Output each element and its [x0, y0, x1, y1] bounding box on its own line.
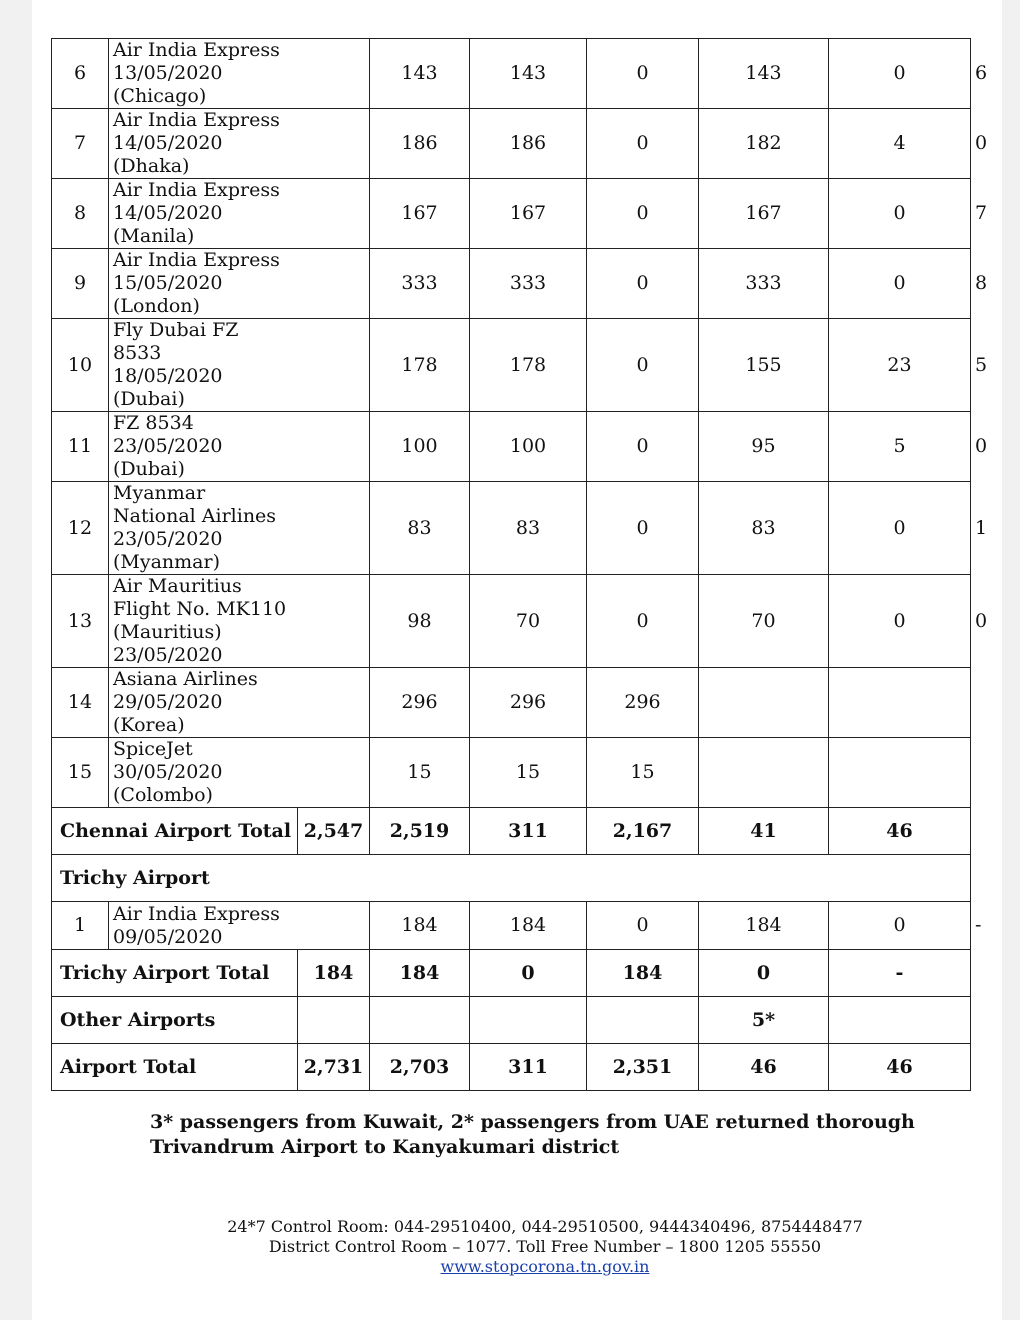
total-cell: 2,703	[370, 1044, 470, 1091]
row-label: Airport Total	[52, 1044, 298, 1091]
table-row: 1 Air India Express 09/05/2020 184 184 0 184 0 -	[52, 902, 971, 950]
flight-detail-line: Air India Express	[113, 39, 280, 61]
flight-details-cell	[109, 249, 370, 319]
count-cell: 296	[587, 668, 699, 738]
flight-detail-line: FZ 8534	[113, 412, 194, 434]
table-row	[52, 668, 971, 738]
count-cell: 0	[829, 249, 971, 319]
count-cell: 0	[829, 179, 971, 249]
flight-detail-line: 15/05/2020	[113, 272, 223, 294]
chennai-total-row	[52, 808, 971, 855]
count-cell: 0	[587, 179, 699, 249]
flight-detail-line: (Mauritius)	[113, 621, 222, 643]
flight-detail-line: 23/05/2020	[113, 644, 223, 666]
table-row: 10 Fly Dubai FZ 8533 18/05/2020 (Dubai) 178 178 0 155 23 5	[52, 319, 971, 412]
serial-number: 1	[52, 902, 109, 950]
flight-details-cell	[109, 482, 370, 575]
total-cell: 0	[470, 950, 587, 997]
passenger-table	[51, 38, 988, 1091]
count-cell: 83	[370, 482, 470, 575]
flight-detail-line: Air Mauritius	[113, 575, 242, 597]
section-heading: Trichy Airport	[52, 855, 971, 902]
flight-detail-line: Flight No. MK110	[113, 598, 287, 620]
count-cell	[829, 738, 971, 808]
total-cell: 2,731	[298, 1044, 370, 1091]
document-page	[32, 0, 1002, 1320]
flight-detail-line: 18/05/2020	[113, 365, 223, 387]
count-cell: 167	[699, 179, 829, 249]
footnote-line: Trivandrum Airport to Kanyakumari district	[150, 1136, 620, 1158]
flight-details-cell	[109, 179, 370, 249]
flight-detail-line: Air India Express	[113, 249, 280, 271]
count-cell: 155	[699, 319, 829, 412]
count-cell: 0	[587, 902, 699, 950]
count-cell: 15	[587, 738, 699, 808]
count-cell: 333	[699, 249, 829, 319]
count-cell: 100	[470, 412, 587, 482]
count-cell: 184	[370, 902, 470, 950]
flight-detail-line: (Dhaka)	[113, 155, 190, 177]
count-cell: 70	[699, 575, 829, 668]
flight-details-cell	[109, 39, 370, 109]
flight-detail-line: National Airlines	[113, 505, 277, 527]
serial-number: 7	[52, 109, 109, 179]
flight-detail-line: (London)	[113, 295, 200, 317]
table-row: 13 Air Mauritius Flight No. MK110 (Mauritius) 23/05/2020 98 70 0 70 0 0	[52, 575, 971, 668]
count-cell: 143	[470, 39, 587, 109]
table-row: 8 Air India Express 14/05/2020 (Manila) 167 167 0 167 0 7	[52, 179, 971, 249]
table-row	[52, 738, 971, 808]
flight-details-cell	[109, 109, 370, 179]
count-cell: 184	[470, 902, 587, 950]
total-cell: 46	[829, 808, 971, 855]
count-cell: 333	[470, 249, 587, 319]
count-cell: 0	[829, 482, 971, 575]
total-cell: 0	[699, 950, 829, 997]
count-cell: 296	[470, 668, 587, 738]
count-cell: 296	[370, 668, 470, 738]
trichy-section-row	[52, 855, 971, 902]
table-row: 11 FZ 8534 23/05/2020 (Dubai) 100 100 0 95 5 0	[52, 412, 971, 482]
count-cell: 186	[470, 109, 587, 179]
other-airports-row	[52, 997, 971, 1044]
flight-details-cell	[109, 738, 370, 808]
total-cell: 184	[587, 950, 699, 997]
count-cell: 167	[470, 179, 587, 249]
flight-details-cell	[109, 319, 370, 412]
count-cell: 0	[829, 39, 971, 109]
flight-detail-line: Air India Express	[113, 109, 280, 131]
flight-detail-line: 14/05/2020	[113, 132, 223, 154]
count-cell: 70	[470, 575, 587, 668]
count-cell: 83	[470, 482, 587, 575]
table-row: 12 Myanmar National Airlines 23/05/2020 (Myanmar) 83 83 0 83 0 1	[52, 482, 971, 575]
district-control-line: District Control Room – 1077. Toll Free Number – 1800 1205 55550	[268, 1237, 822, 1256]
total-cell: -	[829, 950, 971, 997]
serial-number: 13	[52, 575, 109, 668]
table-row: 9 Air India Express 15/05/2020 (London) 333 333 0 333 0 8	[52, 249, 971, 319]
serial-number: 6	[52, 39, 109, 109]
count-cell: 184	[699, 902, 829, 950]
total-cell: 46	[699, 1044, 829, 1091]
flight-detail-line: Air India Express	[113, 179, 280, 201]
flight-detail-line: (Korea)	[113, 714, 185, 736]
serial-number: 15	[52, 738, 109, 808]
flight-detail-line: Fly Dubai FZ	[113, 319, 239, 341]
count-cell: 143	[370, 39, 470, 109]
flight-details-cell	[109, 668, 370, 738]
count-cell: 0	[587, 575, 699, 668]
count-cell: 178	[470, 319, 587, 412]
flight-detail-line: Air India Express	[113, 902, 280, 925]
total-cell	[470, 997, 587, 1044]
count-cell: 182	[699, 109, 829, 179]
total-cell: 2,351	[587, 1044, 699, 1091]
row-label: Trichy Airport Total	[52, 950, 298, 997]
flight-detail-line: 29/05/2020	[113, 691, 223, 713]
serial-number: 10	[52, 319, 109, 412]
flight-detail-line: 30/05/2020	[113, 761, 223, 783]
count-cell: 0	[587, 412, 699, 482]
flight-detail-line: 23/05/2020	[113, 528, 223, 550]
serial-number: 14	[52, 668, 109, 738]
count-cell: 4	[829, 109, 971, 179]
count-cell: 98	[370, 575, 470, 668]
total-cell	[829, 997, 971, 1044]
flight-detail-line: (Myanmar)	[113, 551, 221, 573]
count-cell: 15	[470, 738, 587, 808]
count-cell: 5	[829, 412, 971, 482]
total-cell: 41	[699, 808, 829, 855]
flight-detail-line: 8533	[113, 342, 162, 364]
count-cell: 0	[587, 39, 699, 109]
count-cell: 0	[829, 902, 971, 950]
count-cell: 0	[829, 575, 971, 668]
flight-detail-line: (Colombo)	[113, 784, 213, 806]
total-cell: 184	[370, 950, 470, 997]
total-cell	[587, 997, 699, 1044]
count-cell	[829, 668, 971, 738]
total-cell: 311	[470, 1044, 587, 1091]
total-cell: 311	[470, 808, 587, 855]
count-cell: 0	[587, 249, 699, 319]
count-cell: 143	[699, 39, 829, 109]
trichy-total-row	[52, 950, 971, 997]
count-cell: 100	[370, 412, 470, 482]
count-cell: 167	[370, 179, 470, 249]
serial-number: 11	[52, 412, 109, 482]
count-cell: 95	[699, 412, 829, 482]
serial-number: 12	[52, 482, 109, 575]
flight-detail-line: 23/05/2020	[113, 435, 223, 457]
flight-detail-line: (Dubai)	[113, 388, 185, 410]
total-cell	[370, 997, 470, 1044]
flight-detail-line: 13/05/2020	[113, 62, 223, 84]
table-row: 6 Air India Express 13/05/2020 (Chicago) 143 143 0 143 0 6	[52, 39, 971, 109]
table-row: 7 Air India Express 14/05/2020 (Dhaka) 186 186 0 182 4 0	[52, 109, 971, 179]
flight-detail-line: Myanmar	[113, 482, 206, 504]
total-cell: 46	[829, 1044, 971, 1091]
count-cell: 15	[370, 738, 470, 808]
total-cell: 2,519	[370, 808, 470, 855]
total-cell: 184	[298, 950, 370, 997]
flight-details-cell	[109, 412, 370, 482]
count-cell: 0	[587, 482, 699, 575]
serial-number: 9	[52, 249, 109, 319]
flight-details-cell	[109, 575, 370, 668]
count-cell	[699, 738, 829, 808]
row-label: Other Airports	[52, 997, 298, 1044]
flight-detail-line: SpiceJet	[113, 738, 193, 760]
count-cell: 83	[699, 482, 829, 575]
control-room-line: 24*7 Control Room: 044-29510400, 044-29510500, 9444340496, 8754448477	[227, 1217, 863, 1236]
count-cell: 178	[370, 319, 470, 412]
count-cell: 333	[370, 249, 470, 319]
total-cell: 2,167	[587, 808, 699, 855]
count-cell: 0	[587, 319, 699, 412]
total-cell	[298, 997, 370, 1044]
airport-total-row	[52, 1044, 971, 1091]
flight-detail-line: Asiana Airlines	[113, 668, 258, 690]
flight-details-cell	[109, 902, 370, 950]
count-cell: 0	[587, 109, 699, 179]
footnote-line: 3* passengers from Kuwait, 2* passengers from UAE returned thorough	[150, 1111, 915, 1133]
flight-detail-line: 14/05/2020	[113, 202, 223, 224]
website-link[interactable]: www.stopcorona.tn.gov.in	[440, 1257, 650, 1276]
count-cell: 186	[370, 109, 470, 179]
serial-number: 8	[52, 179, 109, 249]
count-cell	[699, 668, 829, 738]
table-body	[52, 39, 988, 1091]
footnote	[150, 1110, 950, 1160]
flight-detail-line: (Dubai)	[113, 458, 185, 480]
total-cell: 2,547	[298, 808, 370, 855]
count-cell: 23	[829, 319, 971, 412]
flight-detail-line: (Manila)	[113, 225, 195, 247]
flight-detail-line: (Chicago)	[113, 85, 207, 107]
total-cell: 5*	[699, 997, 829, 1044]
flight-detail-line: 09/05/2020	[113, 925, 223, 948]
contact-footer	[0, 1217, 1020, 1277]
row-label: Chennai Airport Total	[52, 808, 298, 855]
